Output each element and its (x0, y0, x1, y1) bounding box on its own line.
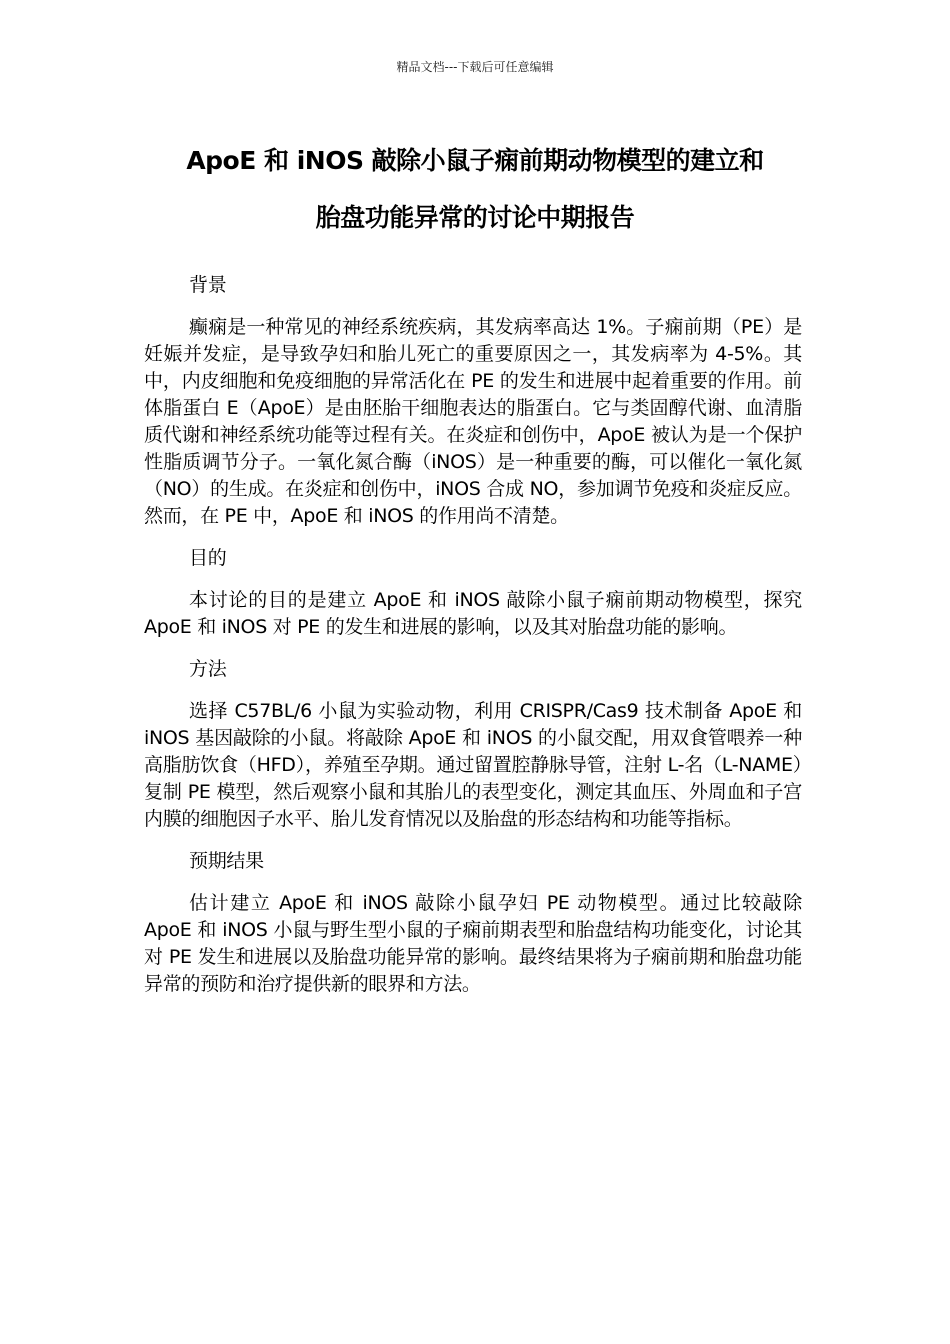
section-heading-background: 背景 (189, 274, 227, 296)
section-heading-expected-results: 预期结果 (189, 850, 264, 872)
document-title-line-1: ApoE 和 iNOS 敲除小鼠子痫前期动物模型的建立和 (186, 146, 764, 175)
document-title-line-2: 胎盘功能异常的讨论中期报告 (315, 203, 635, 232)
document-body (144, 272, 802, 1013)
section-paragraph-background: 癫痫是一种常见的神经系统疾病，其发病率高达 1%。子痫前期（PE）是妊娠并发症，是导致孕妇和胎儿死亡的重要原因之一，其发病率为 4-5%。其中，内皮细胞和免疫细胞的异常活化在 PE 的发生和进展中起着重要的作用。前体脂蛋白 E（ApoE）是由胚胎干细胞表达的脂蛋白。它与类固醇代谢、血清脂质代谢和神经系统功能等过程有关。在炎症和创伤中，ApoE 被认为是一个保护性脂质调节分子。一氧化氮合酶（iNOS）是一种重要的酶，可以催化一氧化氮（NO）的生成。在炎症和创伤中，iNOS 合成 NO，参加调节免疫和炎症反应。然而，在 PE 中，ApoE 和 iNOS 的作用尚不清楚。 (144, 316, 802, 527)
section-paragraph-methods: 选择 C57BL/6 小鼠为实验动物，利用 CRISPR/Cas9 技术制备 ApoE 和 iNOS 基因敲除的小鼠。将敲除 ApoE 和 iNOS 的小鼠交配，用双食管喂养一种高脂肪饮食（HFD），养殖至孕期。通过留置腔静脉导管，注射 L-名（L-NAME）复制 PE 模型，然后观察小鼠和其胎儿的表型变化，测定其血压、外周血和子宫内膜的细胞因子水平、胎儿发育情况以及胎盘的形态结构和功能等指标。 (144, 700, 802, 830)
section-paragraph-expected-results: 估计建立 ApoE 和 iNOS 敲除小鼠孕妇 PE 动物模型。通过比较敲除 ApoE 和 iNOS 小鼠与野生型小鼠的子痫前期表型和胎盘结构功能变化，讨论其对 PE 发生和进展以及胎盘功能异常的影响。最终结果将为子痫前期和胎盘功能异常的预防和治疗提供新的眼界和方法。 (144, 892, 802, 995)
section-heading-methods: 方法 (189, 658, 227, 680)
page-header: 精品文档---下载后可任意编辑 (396, 60, 554, 74)
section-paragraph-purpose: 本讨论的目的是建立 ApoE 和 iNOS 敲除小鼠子痫前期动物模型，探究 ApoE 和 iNOS 对 PE 的发生和进展的影响，以及其对胎盘功能的影响。 (144, 589, 802, 638)
section-heading-purpose: 目的 (189, 547, 227, 569)
